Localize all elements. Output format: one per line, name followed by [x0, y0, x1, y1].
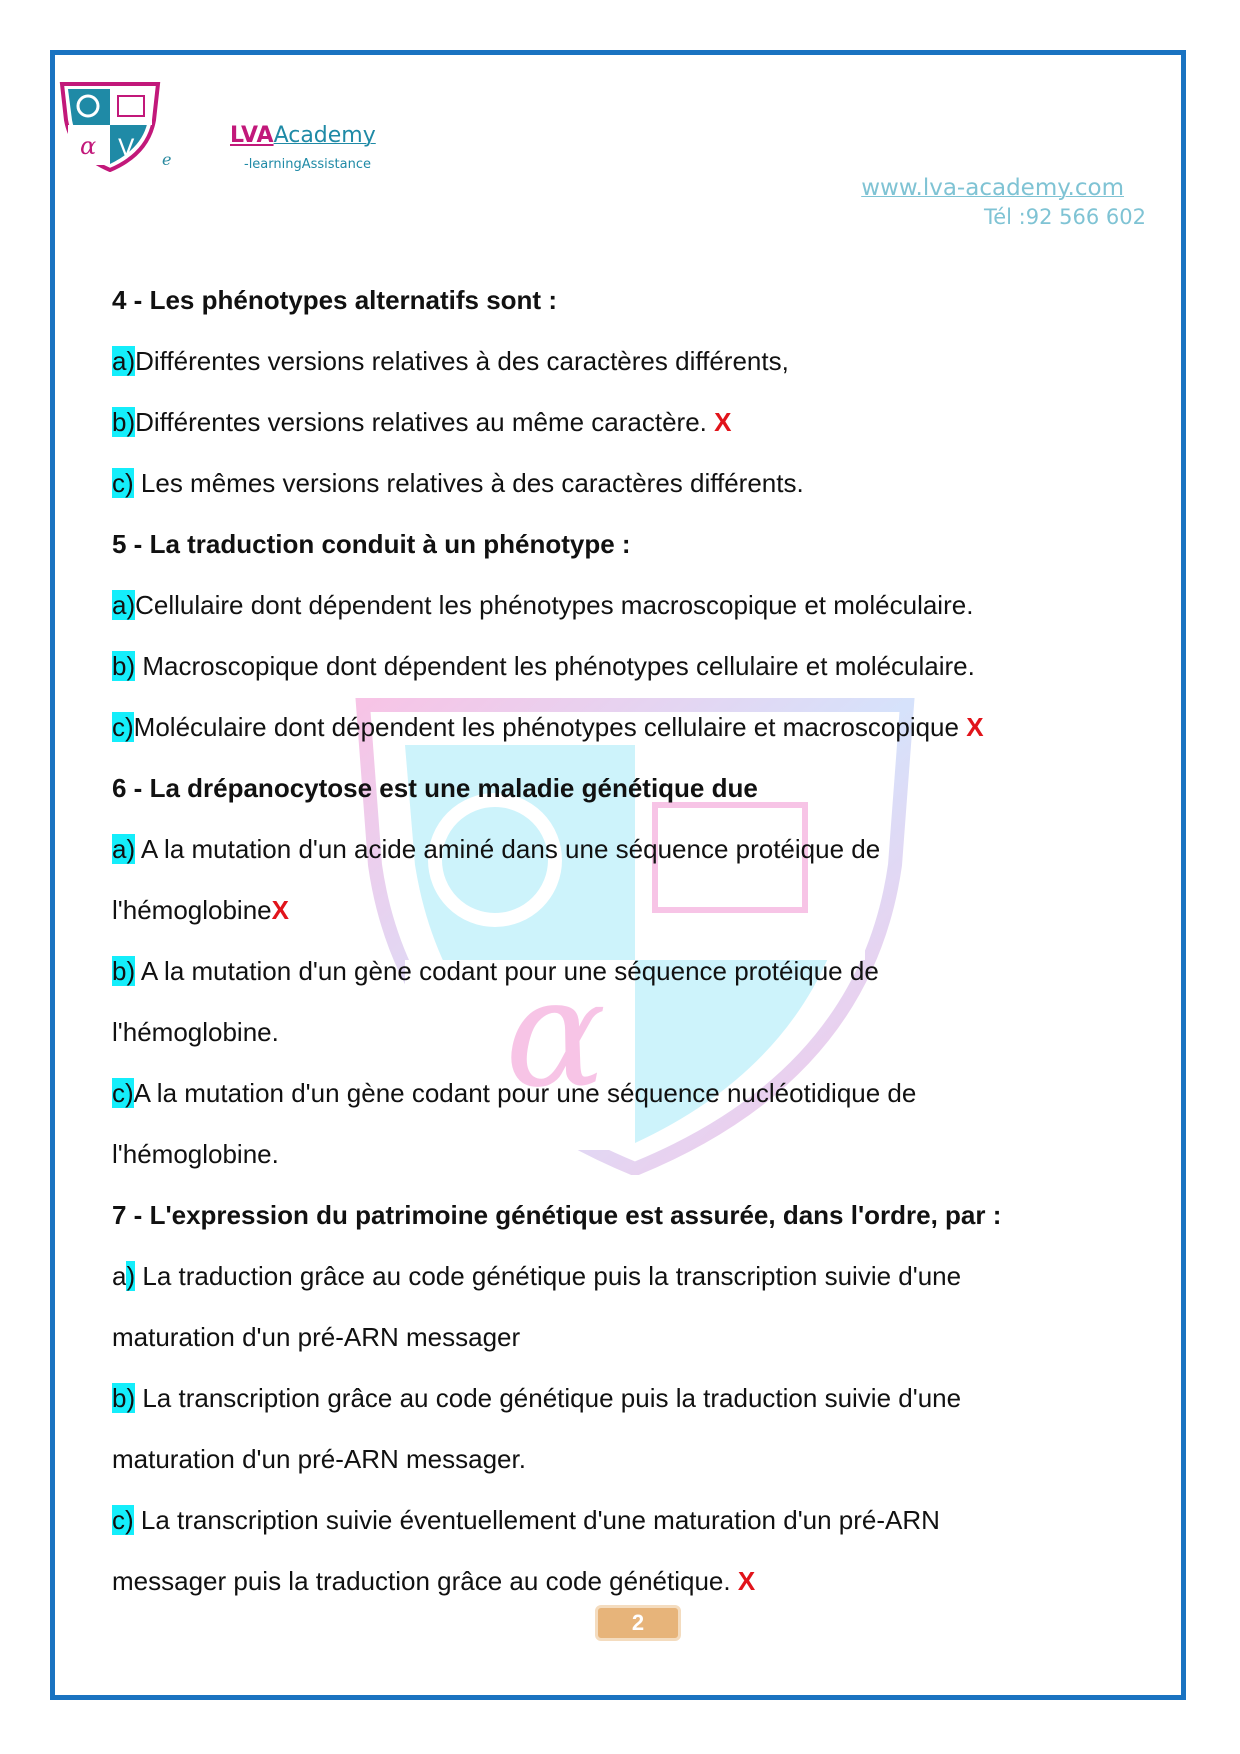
page-number: 2: [595, 1605, 681, 1641]
question-6-title: 6 - La drépanocytose est une maladie génétique due: [112, 773, 758, 803]
question-4-title: 4 - Les phénotypes alternatifs sont :: [112, 285, 557, 315]
option-text: A la mutation d'un gène codant pour une séquence nucléotidique de: [133, 1078, 917, 1108]
option-letter: b): [112, 1383, 136, 1413]
option-letter: c): [112, 1505, 134, 1535]
question-6-option-c-continued[interactable]: [112, 1134, 1152, 1195]
option-text: Macroscopique dont dépendent les phénotypes cellulaire et moléculaire.: [135, 651, 975, 681]
quiz-content: [112, 280, 1152, 1622]
question-6-option-a[interactable]: [112, 829, 1152, 890]
option-letter: a): [112, 834, 136, 864]
question-7-title: 7 - L'expression du patrimoine génétique est assurée, dans l'ordre, par :: [112, 1200, 1002, 1230]
question-7-option-c[interactable]: [112, 1500, 1152, 1561]
option-letter: b): [112, 407, 136, 437]
question-6-option-a-continued[interactable]: [112, 890, 1152, 951]
brand-academy: Academy: [273, 123, 376, 148]
question-4-option-a[interactable]: [112, 341, 1152, 402]
question-5-option-b[interactable]: [112, 646, 1152, 707]
question-7-option-a-continued[interactable]: [112, 1317, 1152, 1378]
question-7-option-a[interactable]: [112, 1256, 1152, 1317]
website-link[interactable]: www.lva-academy.com: [861, 175, 1124, 201]
question-6-option-b[interactable]: [112, 951, 1152, 1012]
question-6-option-b-continued[interactable]: [112, 1012, 1152, 1073]
answer-mark: X: [966, 712, 984, 742]
brand-lva: LVA: [230, 123, 274, 148]
answer-mark: X: [714, 407, 732, 437]
option-letter: b): [112, 651, 136, 681]
option-letter: a): [112, 590, 136, 620]
option-letter: c): [112, 712, 134, 742]
phone-number: Tél :92 566 602: [983, 205, 1146, 229]
option-letter: b): [112, 956, 136, 986]
option-text-continued: maturation d'un pré-ARN messager: [112, 1322, 521, 1352]
option-text-continued: l'hémoglobine.: [112, 1139, 279, 1169]
brand-tagline: -learningAssistance: [244, 157, 371, 172]
option-text: Différentes versions relatives à des caractères différents,: [135, 346, 789, 376]
option-text: A la mutation d'un gène codant pour une séquence protéique de: [135, 956, 879, 986]
option-text-continued: maturation d'un pré-ARN messager.: [112, 1444, 526, 1474]
option-text-continued: l'hémoglobine.: [112, 1017, 279, 1047]
logo-suffix: e: [162, 150, 172, 169]
question-7-option-b[interactable]: [112, 1378, 1152, 1439]
question-5-option-a[interactable]: [112, 585, 1152, 646]
option-text: Moléculaire dont dépendent les phénotypes cellulaire et macroscopique: [133, 712, 967, 742]
option-text: Cellulaire dont dépendent les phénotypes macroscopique et moléculaire.: [135, 590, 974, 620]
question-4-option-b[interactable]: [112, 402, 1152, 463]
brand-name: [230, 123, 376, 148]
svg-text:α: α: [80, 132, 97, 160]
svg-text:α: α: [505, 947, 607, 1121]
option-letter-prefix: a: [112, 1261, 127, 1291]
question-5-title: 5 - La traduction conduit à un phénotype :: [112, 529, 631, 559]
option-text: La transcription suivie éventuellement d'une maturation d'un pré-ARN: [133, 1505, 940, 1535]
answer-mark: X: [737, 1566, 756, 1596]
answer-mark: X: [271, 895, 289, 925]
question-6-option-c[interactable]: [112, 1073, 1152, 1134]
option-text: Différentes versions relatives au même caractère.: [135, 407, 715, 437]
option-text: La traduction grâce au code génétique puis la transcription suivie d'une: [135, 1261, 962, 1291]
question-4-option-c[interactable]: [112, 463, 1152, 524]
option-letter: c): [112, 468, 134, 498]
svg-text:V: V: [118, 134, 135, 162]
option-text-continued: l'hémoglobine: [112, 895, 272, 925]
option-letter: a): [112, 346, 136, 376]
option-letter: ): [126, 1261, 136, 1291]
option-text-continued: messager puis la traduction grâce au code génétique.: [112, 1566, 738, 1596]
question-5-option-c[interactable]: [112, 707, 1152, 768]
option-text: La transcription grâce au code génétique puis la traduction suivie d'une: [135, 1383, 962, 1413]
option-text: A la mutation d'un acide aminé dans une séquence protéique de: [135, 834, 881, 864]
question-7-option-b-continued[interactable]: [112, 1439, 1152, 1500]
option-text: Les mêmes versions relatives à des caractères différents.: [133, 468, 804, 498]
academy-logo-shield-icon: [58, 80, 163, 172]
option-letter: c): [112, 1078, 134, 1108]
